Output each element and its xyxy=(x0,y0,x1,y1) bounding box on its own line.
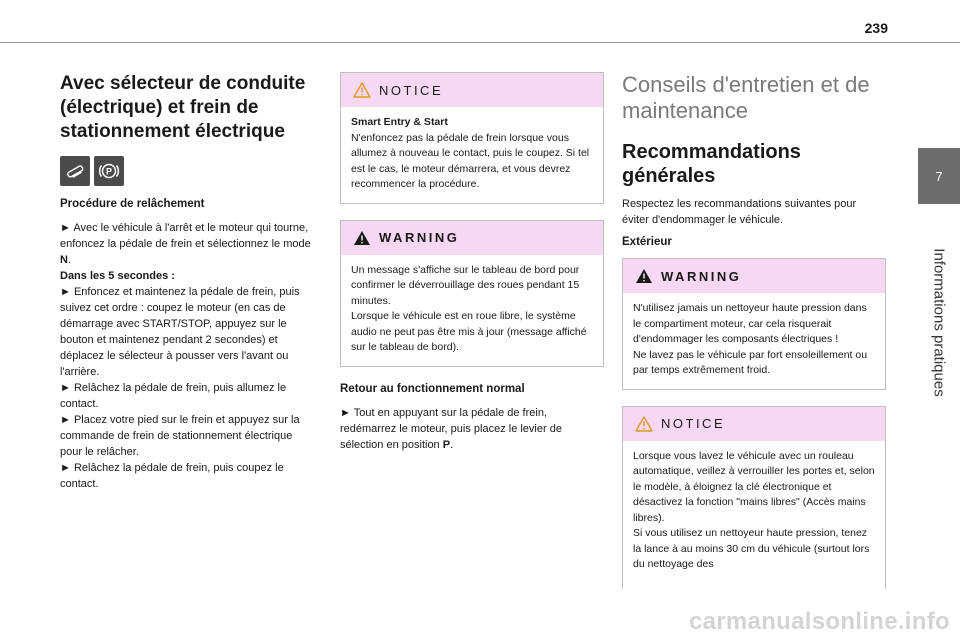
subsection-title: Recommandations générales xyxy=(622,141,801,187)
parking-brake-p-icon xyxy=(94,156,124,186)
notice-body xyxy=(623,441,885,589)
warning-header xyxy=(623,259,885,293)
notice-box xyxy=(622,406,886,589)
chapter-tab[interactable] xyxy=(918,148,960,204)
warning-text-1: N'utilisez jamais un nettoyeur haute pression dans le compartiment moteur, car cela risquerait d'endommager les composants électriques ! xyxy=(633,302,867,345)
warning-text-2: Ne lavez pas le véhicule par fort ensoleillement ou par temps extrêmement froid. xyxy=(633,348,868,376)
step-3: ► Relâchez la pédale de frein, puis allumez le contact. xyxy=(60,382,287,410)
notice-body xyxy=(341,107,603,203)
warning-triangle-icon xyxy=(353,82,371,98)
warning-triangle-icon xyxy=(635,268,653,284)
warning-body xyxy=(341,255,603,366)
notice-header xyxy=(623,407,885,441)
warning-label: WARNING xyxy=(661,268,742,284)
svg-text:P: P xyxy=(105,166,113,177)
notice-header xyxy=(341,73,603,107)
notice-text: N'enfoncez pas la pédale de frein lorsque vous allumez à nouveau le contact, puis le coupez. Si tel est le cas, le moteur démarrera, et vous devrez recommencer la procédure. xyxy=(351,131,590,190)
step-2: ► Enfoncez et maintenez la pédale de frein, puis suivez cet ordre : coupez le moteur (en cas de démarrage avec START/STOP, appuyez sur le bouton et maintenez pendant 2 secondes) et déplacez le sélecteur à pousser vers l'avant ou l'arrière. xyxy=(60,286,300,378)
warning-box xyxy=(340,220,604,367)
watermark: carmanualsonline.info xyxy=(688,608,950,635)
warning-box xyxy=(622,258,886,390)
notice-text-2: Si vous utilisez un nettoyeur haute pression, tenez la lance à au moins 30 cm du véhicule (surtout lors du nettoyage des xyxy=(633,527,870,570)
warning-label: WARNING xyxy=(379,230,460,245)
return-step: ► Tout en appuyant sur la pédale de frein, redémarrez le moteur, puis placez le levier de sélection en position P. xyxy=(340,406,562,451)
electric-selector-icon xyxy=(60,156,90,186)
header-divider xyxy=(0,42,960,43)
chapter-title xyxy=(918,212,960,432)
warning-triangle-icon xyxy=(635,416,653,432)
warning-triangle-icon xyxy=(353,230,371,246)
step-timing: Dans les 5 secondes : xyxy=(60,270,175,282)
notice-text-1: Lorsque vous lavez le véhicule avec un rouleau automatique, veillez à verrouiller les portes et, selon le modèle, à éloignez la clé électronique et désactivez la fonction "mains libres" (Accès mains libres). xyxy=(633,449,875,524)
warning-text-1: Un message s'affiche sur le tableau de bord pour confirmer le déverrouillage des roues pendant 15 minutes. xyxy=(351,263,580,307)
chapter-section-title: Conseils d'entretien et de maintenance xyxy=(622,72,870,123)
chapter-number: 7 xyxy=(935,168,943,184)
chapter-title-text: Informations pratiques xyxy=(930,247,948,397)
intro-text: Respectez les recommandations suivantes pour éviter d'endommager le véhicule. xyxy=(622,198,857,226)
section-title: Avec sélecteur de conduite (électrique) et frein de stationnement électrique xyxy=(60,73,306,142)
procedure-heading: Procédure de relâchement xyxy=(60,198,205,210)
notice-title: Smart Entry & Start xyxy=(351,116,448,128)
notice-box xyxy=(340,72,604,204)
icon-row xyxy=(60,156,316,186)
step-4: ► Placez votre pied sur le frein et appuyez sur la commande de frein de stationnement électrique pour le relâcher. xyxy=(60,414,300,458)
warning-body xyxy=(623,293,885,389)
column-right xyxy=(622,72,886,589)
page-number: 239 xyxy=(864,20,888,36)
column-left xyxy=(60,72,316,492)
notice-label: NOTICE xyxy=(379,82,444,98)
notice-label: NOTICE xyxy=(661,416,726,431)
warning-text-2: Lorsque le véhicule est en roue libre, le système audio ne peut pas être mis à jour (message affiché sur le tableau de bord). xyxy=(351,310,587,353)
step-1: ► Avec le véhicule à l'arrêt et le moteur qui tourne, enfoncez la pédale de frein et sélectionnez le mode N. xyxy=(60,222,311,266)
exterior-heading: Extérieur xyxy=(622,236,672,248)
warning-header xyxy=(341,221,603,255)
column-middle xyxy=(340,72,604,453)
step-5: ► Relâchez la pédale de frein, puis coupez le contact. xyxy=(60,462,284,490)
return-heading: Retour au fonctionnement normal xyxy=(340,382,525,395)
